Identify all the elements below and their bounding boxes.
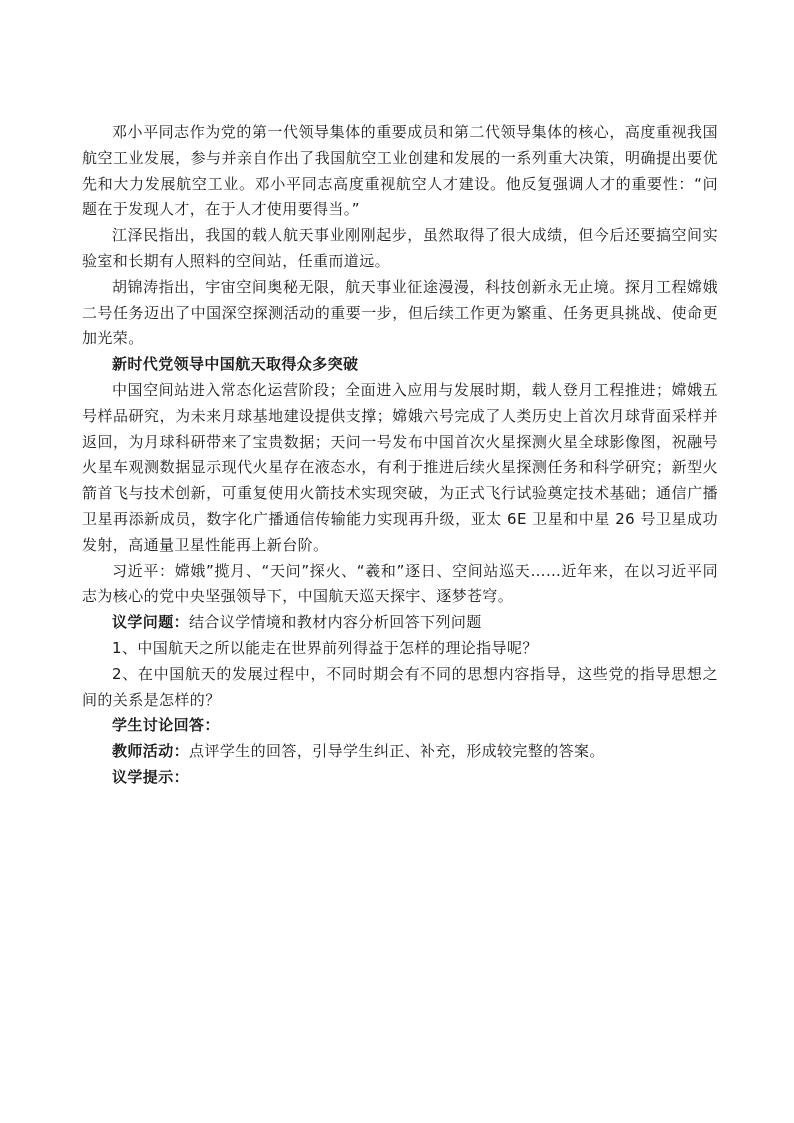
student-label: 学生讨论回答： xyxy=(112,716,220,735)
question-label: 议学问题： xyxy=(112,613,190,632)
question-2: 2、在中国航天的发展过程中，不同时期会有不同的思想内容指导，这些党的指导思想之间的关系是怎样的？ xyxy=(82,664,718,709)
paragraph-hu: 胡锦涛指出，宇宙空间奥秘无限，航天事业征途漫漫，科技创新永无止境。探月工程嫦娥二号任务迈出了中国深空探测活动的重要一步，但后续工作更为繁重、任务更具挑战、使命更加光荣。 xyxy=(82,277,718,348)
student-discussion xyxy=(82,713,718,739)
teacher-text: 点评学生的回答，引导学生纠正、补充，形成较完整的答案。 xyxy=(189,742,605,761)
question-intro xyxy=(82,610,718,636)
question-1: 1、中国航天之所以能走在世界前列得益于怎样的理论指导呢？ xyxy=(112,638,538,657)
paragraph-xi: 习近平：嫦娥”揽月、“天问”探火、“羲和”逐日、空间站巡天……近年来，在以习近平同志为核心的党中央坚强领导下，中国航天巡天探宇、逐梦苍穹。 xyxy=(82,561,718,606)
paragraph-jiang: 江泽民指出，我国的载人航天事业刚刚起步，虽然取得了很大成绩，但今后还要搞空间实验室和长期有人照料的空间站，任重而道远。 xyxy=(82,226,718,270)
teacher-label: 教师活动： xyxy=(112,742,190,761)
study-tips xyxy=(82,765,718,791)
document-page xyxy=(82,120,718,791)
teacher-activity xyxy=(82,739,718,765)
paragraph-achievements: 中国空间站进入常态化运营阶段；全面进入应用与发展时期，载人登月工程推进；嫦娥五号样品研究，为未来月球基地建设提供支撑；嫦娥六号完成了人类历史上首次月球背面采样并返回，为月球科研带来了宝贵数据；天问一号发布中国首次火星探测火星全球影像图，祝融号火星车观测数据显示现代火星存在液态水，有利于推进后续火星探测任务和科学研究；新型火箭首飞与技术创新，可重复使用火箭技术实现突破，为正式飞行试验奠定技术基础；通信广播卫星再添新成员，数字化广播通信传输能力实现再升级，亚太 6E 卫星和中星 26 号卫星成功发射，高通量卫星性能再上新台阶。 xyxy=(82,380,718,554)
question-intro-text: 结合议学情境和教材内容分析回答下列问题 xyxy=(189,613,482,632)
tips-label: 议学提示： xyxy=(112,767,190,786)
paragraph-deng: 邓小平同志作为党的第一代领导集体的重要成员和第二代领导集体的核心，高度重视我国航空工业发展，参与并亲自作出了我国航空工业创建和发展的一系列重大决策，明确提出要优先和大力发展航空工业。邓小平同志高度重视航空人才建设。他反复强调人才的重要性：“问题在于发现人才，在于人才使用要得当。” xyxy=(82,123,718,219)
section-heading: 新时代党领导中国航天取得众多突破 xyxy=(112,355,359,374)
